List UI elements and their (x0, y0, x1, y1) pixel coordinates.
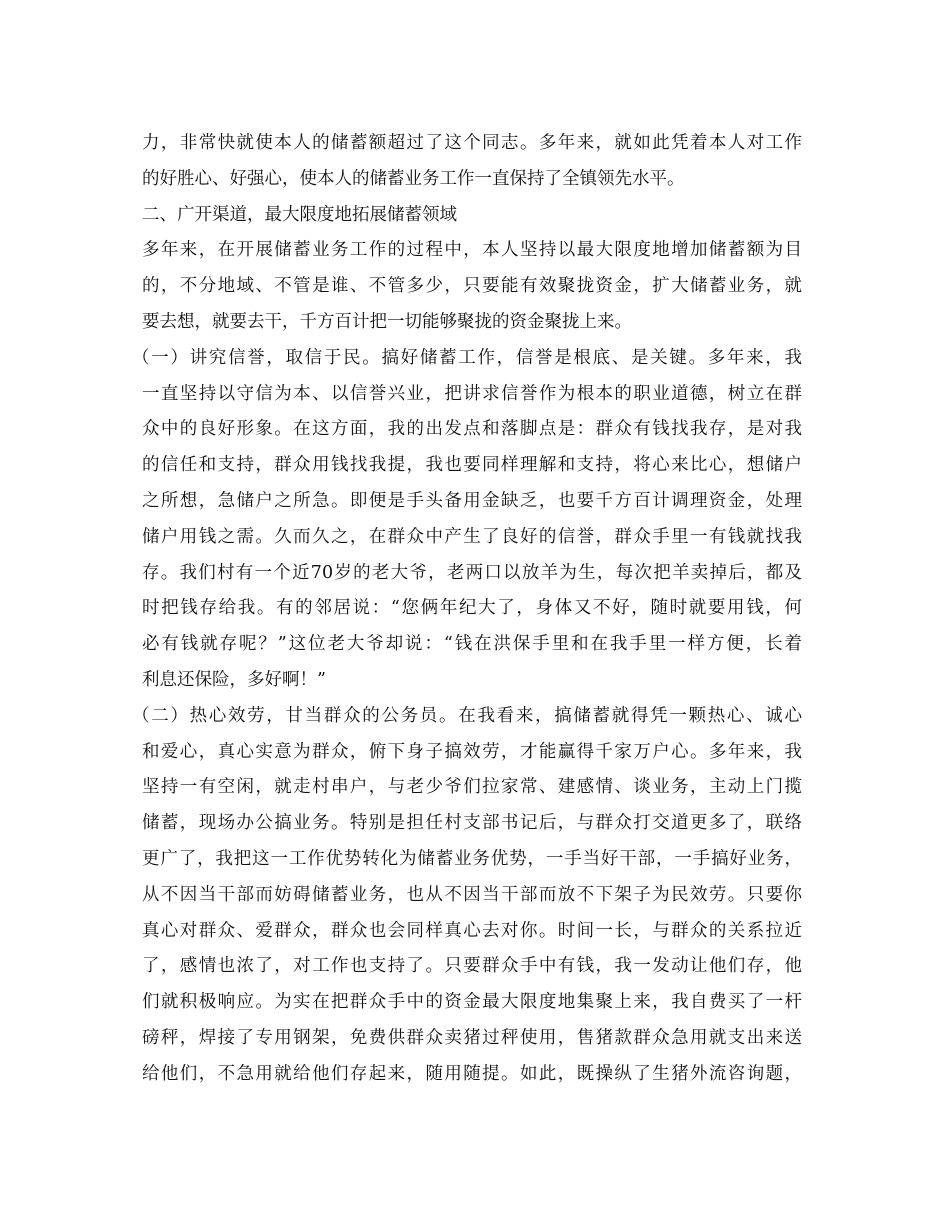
text-line: 储蓄，现场办公搞业务。特别是担任村支部书记后，与群众打交道更多了，联络 (142, 813, 802, 834)
text-line: 时把钱存给我。有的邻居说：“您俩年纪大了，身体又不好，随时就要用钱，何 (142, 598, 802, 619)
text-line: 坚持一有空闲，就走村串户，与老少爷们拉家常、建感情、谈业务，主动上门揽 (142, 777, 802, 798)
text-line: 之所想，急储户之所急。即便是手头备用金缺乏，也要千方百计调理资金，处理 (142, 490, 802, 511)
text-line: 一直坚持以守信为本、以信誉兴业，把讲求信誉作为根本的职业道德，树立在群 (142, 383, 802, 404)
text-line: 的好胜心、好强心，使本人的储蓄业务工作一直保持了全镇领先水平。 (142, 168, 685, 189)
text-line: 二、广开渠道，最大限度地拓展储蓄领域 (142, 204, 457, 225)
text-line: 的信任和支持，群众用钱找我提，我也要同样理解和支持，将心来比心，想储户 (142, 455, 802, 476)
text-line: 了，感情也浓了，对工作也支持了。只要群众手中有钱，我一发动让他们存，他 (142, 956, 802, 977)
text-line: 多年来，在开展储蓄业务工作的过程中，本人坚持以最大限度地增加储蓄额为目 (142, 240, 802, 261)
text-line: 要去想，就要去干，千方百计把一切能够聚拢的资金聚拢上来。 (142, 311, 632, 332)
text-line: 和爱心，真心实意为群众，俯下身子搞效劳，才能赢得千家万户心。多年来，我 (142, 741, 802, 762)
document-body (132, 126, 802, 1093)
text-line: （二）热心效劳，甘当群众的公务员。在我看来，搞储蓄就得凭一颗热心、诚心 (132, 705, 802, 726)
text-line: 给他们，不急用就给他们存起来，随用随提。如此，既操纵了生猪外流咨询题， (142, 1063, 802, 1084)
text-line: 必有钱就存呢？”这位老大爷却说：“钱在洪保手里和在我手里一样方便，长着 (142, 634, 802, 655)
text-line: 从不因当干部而妨碍储蓄业务，也从不因当干部而放不下架子为民效劳。只要你 (142, 884, 802, 905)
text-line: 们就积极响应。为实在把群众手中的资金最大限度地集聚上来，我自费买了一杆 (142, 992, 802, 1013)
text-line: 存。我们村有一个近70岁的老大爷，老两口以放羊为生，每次把羊卖掉后，都及 (142, 562, 802, 583)
text-line: 储户用钱之需。久而久之，在群众中产生了良好的信誉，群众手里一有钱就找我 (142, 526, 802, 547)
text-line: 更广了，我把这一工作优势转化为储蓄业务优势，一手当好干部，一手搞好业务， (142, 848, 802, 869)
text-line: 的，不分地域、不管是谁、不管多少，只要能有效聚拢资金，扩大储蓄业务，就 (142, 276, 802, 297)
text-line: 磅秤，焊接了专用钢架，免费供群众卖猪过秤使用，售猪款群众急用就支出来送 (142, 1027, 802, 1048)
text-line: 真心对群众、爱群众，群众也会同样真心去对你。时间一长，与群众的关系拉近 (142, 920, 802, 941)
text-line: 力，非常快就使本人的储蓄额超过了这个同志。多年来，就如此凭着本人对工作 (142, 133, 802, 153)
text-line: 利息还保险，多好啊！” (142, 669, 326, 690)
text-line: 众中的良好形象。在这方面，我的出发点和落脚点是：群众有钱找我存，是对我 (142, 419, 802, 440)
text-line: （一）讲究信誉，取信于民。搞好储蓄工作，信誉是根底、是关键。多年来，我 (132, 347, 802, 368)
